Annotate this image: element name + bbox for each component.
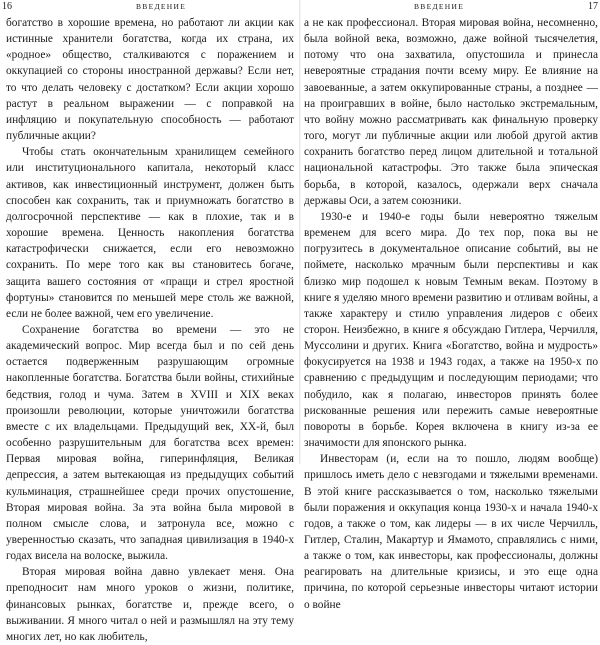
left-page-body (6, 15, 294, 645)
right-paragraph-2: 1930-е и 1940-е годы были невероятно тяжелым временем для всего мира. До тех пор, пока вы не погрузитесь в документальное описание событий, вы не поймете, насколько мрачным были перспективы и как близко мир подошел к новым Темным векам. Поэтому в книге я уделяю много времени развитию и отливам войны, а также характеру и стилю управления лидеров с обеих сторон. Неизбежно, в книге я обсуждаю Гитлера, Черчилля, Муссолини и других. Книга «Богатство, война и мудрость» фокусируется на 1938 и 1943 годах, а также на 1950-х по сравнению с предыдущим и последующим периодами; что побудило, как я полагаю, инвесторов принять более рискованные решения или пережить самые невероятные повороты в борьбе. Корея включена в книгу из-за ее значимости для японского рынка. (304, 210, 598, 450)
right-page-header (304, 1, 600, 13)
right-page-body (304, 15, 598, 613)
left-running-head: ВВЕДЕНИЕ (136, 2, 187, 11)
left-paragraph-3: Сохранение богатства во времени — это не академический вопрос. Мир всегда был и по сей день остается подверженным разрушающим огромные накопленные богатства. Богатства были войны, стихийные бедствия, голод и чума. Затем в XVIII и XIX веках произошли революции, которые уничтожили богатства вместе с их владельцами. Предыдущий век, ХХ-й, был особенно разрушительным для богатства всех времен: Первая мировая война, гиперинфляция, Великая депрессия, а затем вытекающая из предыдущих событий кульминация, страшнейшее среди прочих опустошение, Вторая мировая война. За эта война была мировой в полном смысле слова, и затронула все, можно с уверенностью сказать, что западная цивилизация в 1940-х годах висела на волоске, выжила. (6, 323, 294, 563)
book-gutter (299, 0, 301, 464)
left-paragraph-4: Вторая мировая война давно увлекает меня. Она преподносит нам много уроков о жизни, политике, финансовых рынках, богатстве и, прежде всего, о выживании. Я много читал о ней и размышлял на эту тему многих лет, но как любитель, (6, 566, 294, 643)
left-page (0, 0, 296, 643)
left-page-header (0, 1, 296, 13)
left-paragraph-1: богатство в хорошие времена, но работают ли акции как истинные хранители богатства, когда их страна, их «родное» общество, сталкиваются с поражением и оккупацией со стороны иностранной державы? Если нет, то что делать человеку с достатком? Если акции хорошо растут в реальном выражении — с поправкой на инфляцию и покупательную способность — работают публичные акции? (6, 17, 294, 143)
right-running-head: ВВЕДЕНИЕ (414, 2, 465, 11)
left-paragraph-2: Чтобы стать окончательным хранилищем семейного или институционального капитала, некоторый класс активов, как инвестиционный инструмент, должен быть способен как сохранить, так и приумножать богатство в долгосрочной перспективе — как в плохие, так и в хорошие времена. Ценность накопления богатства катастрофически снижается, если его невозможно сохранить. По мере того как вы становитесь богаче, защита вашего состояния от «пращи и стрел яростной фортуны» становится по меньшей мере столь же важной, если не более важной, чем его увеличение. (6, 146, 294, 320)
left-page-number: 16 (2, 1, 12, 12)
right-paragraph-1: а не как профессионал. Вторая мировая война, несомненно, была войной века, возможно, даже войной тысячелетия, потому что она захватила, опустошила и принесла невероятные страдания почти всему миру. Ее влияние на завоеванные, а затем оккупированные страны, а позднее — на проигравших в войне, было настолько экстремальным, что войну можно рассматривать как финальную проверку того, могут ли публичные акции или любой другой актив сохранить богатство перед лицом длительной и тотальной национальной катастрофы. Это также была эпическая борьба, в которой, казалось, одержали верх сначала державы Оси, а затем союзники. (304, 17, 598, 207)
right-paragraph-3: Инвесторам (и, если на то пошло, людям вообще) пришлось иметь дело с невзгодами и тяжелыми временами. В этой книге рассказывается о том, насколько тяжелыми были поражения и оккупация конца 1930-х и начала 1940-х годов, а также о том, как лидеры — в их числе Черчилль, Гитлер, Сталин, Макартур и Ямамото, справлялись с ними, а также о том, как инвесторы, как профессионалы, должны реагировать на длительные кризисы, и это еще одна причина, по которой серьезные инвесторы читают истории о войне (304, 453, 598, 611)
right-page-number: 17 (588, 1, 598, 12)
right-page (304, 0, 600, 611)
